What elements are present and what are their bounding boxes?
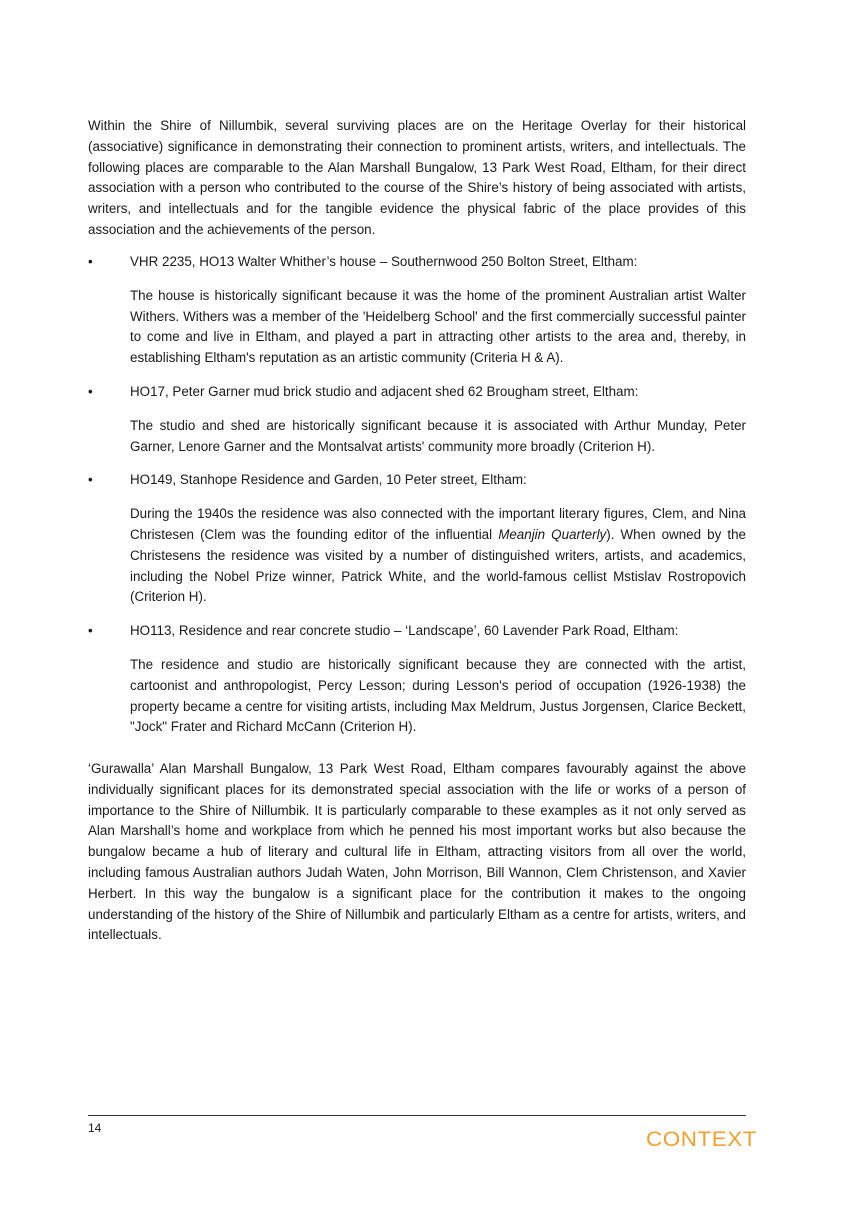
list-item bbox=[88, 470, 746, 608]
footer-divider bbox=[88, 1115, 746, 1116]
list-item bbox=[88, 621, 746, 738]
place-heading: HO113, Residence and rear concrete studio – ‘Landscape’, 60 Lavender Park Road, Eltham: bbox=[130, 623, 679, 639]
description-text: ). When owned by the Christesens the residence was visited by a number of distinguished writers, artists, and academics, including the Nobel Prize winner, Patrick White, and the world-famous cellist Mstislav Rostropovich (Criterion H). bbox=[130, 526, 747, 605]
place-description: The house is historically significant because it was the home of the prominent Australian artist Walter Withers. Withers was a member of the 'Heidelberg School' and the first commercially successful painter to come and live in Eltham, and played a part in attracting other artists to the area and, thereby, in establishing Eltham's reputation as an artistic community (Criteria H & A). bbox=[130, 287, 746, 366]
bullet-icon: • bbox=[88, 623, 93, 639]
bullet-icon: • bbox=[88, 472, 93, 488]
description-text: During the 1940s the residence was also connected with the important literary figures, Clem, and Nina Christesen (Clem was the founding editor of the influential bbox=[130, 506, 746, 542]
conclusion-paragraph: ‘Gurawalla’ Alan Marshall Bungalow, 13 Park West Road, Eltham compares favourably against the above individually significant places for its demonstrated special association with the life or works of a person of importance to the Shire of Nillumbik. It is particularly comparable to these examples as it not only served as Alan Marshall’s home and workplace from which he penned his most important works but also because the bungalow became a hub of literary and cultural life in Eltham, attracting visitors from all over the world, including famous Australian authors Judah Waten, John Morrison, Bill Wannon, Clem Christenson, and Xavier Herbert. In this way the bungalow is a significant place for the contribution it makes to the ongoing understanding of the history of the Shire of Nillumbik and particularly Eltham as a centre for artists, writers, and intellectuals. bbox=[88, 761, 746, 943]
publication-title: Meanjin Quarterly bbox=[498, 526, 607, 542]
intro-paragraph: Within the Shire of Nillumbik, several surviving places are on the Heritage Overlay for their historical (associative) significance in demonstrating their connection to prominent artists, writers, and intellectuals. The following places are comparable to the Alan Marshall Bungalow, 13 Park West Road, Eltham, for their direct association with a person who contributed to the course of the Shire’s history of being associated with artists, writers, and intellectuals and for the tangible evidence the physical fabric of the place provides of this association and the achievements of the person. bbox=[88, 118, 746, 237]
bullet-icon: • bbox=[88, 383, 93, 399]
place-description: The studio and shed are historically significant because it is associated with Arthur Munday, Peter Garner, Lenore Garner and the Montsalvat artists' community more broadly (Criterion H). bbox=[130, 417, 746, 454]
place-description: The residence and studio are historically significant because they are connected with the artist, cartoonist and anthropologist, Percy Lesson; during Lesson's period of occupation (1926-1938) the property became a centre for visiting artists, including Max Meldrum, Justus Jorgensen, Clarice Beckett, "Jock" Frater and Richard McCann (Criterion H). bbox=[130, 656, 746, 735]
comparable-places-list bbox=[88, 252, 746, 738]
place-description bbox=[130, 504, 746, 608]
list-item bbox=[88, 382, 746, 457]
bullet-icon: • bbox=[88, 254, 93, 269]
list-item bbox=[88, 252, 746, 369]
place-heading: HO149, Stanhope Residence and Garden, 10 Peter street, Eltham: bbox=[130, 472, 527, 488]
context-logo bbox=[646, 1125, 758, 1151]
page-number: 14 bbox=[88, 1121, 102, 1135]
place-heading: HO17, Peter Garner mud brick studio and adjacent shed 62 Brougham street, Eltham: bbox=[130, 383, 639, 399]
logo-wordmark: CONTEXT bbox=[646, 1128, 757, 1151]
place-heading: VHR 2235, HO13 Walter Whither’s house – Southernwood 250 Bolton Street, Eltham: bbox=[130, 254, 638, 269]
